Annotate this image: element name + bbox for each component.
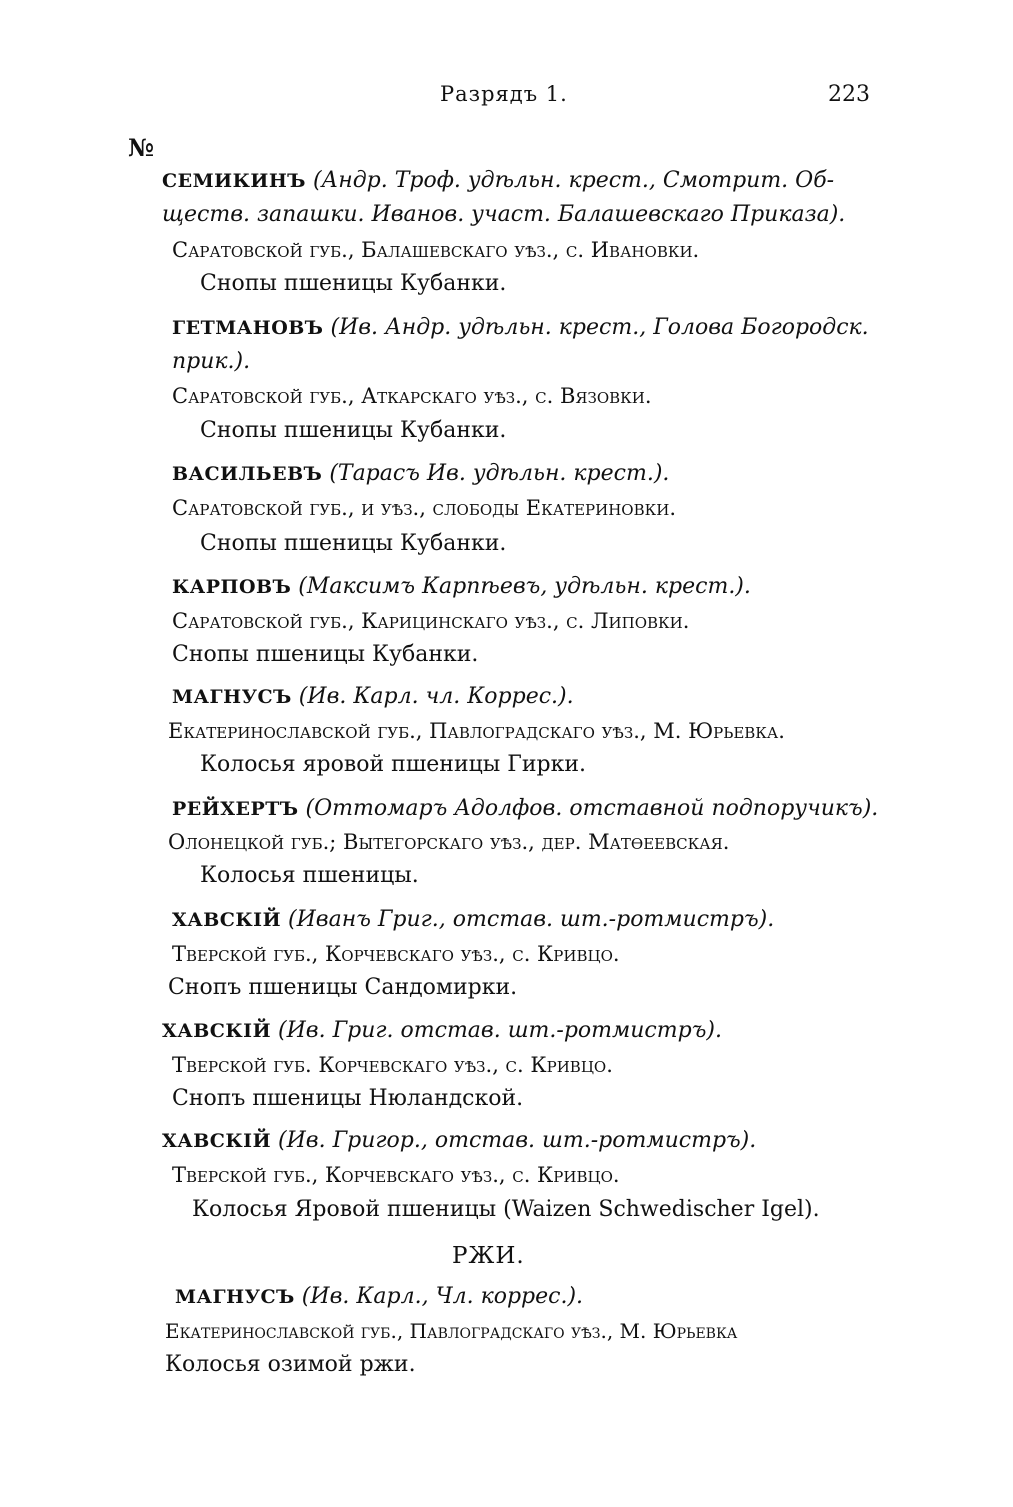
entry-location: Тверской губ. Корчевскаго уѣз., с. Кривцо.: [172, 1053, 613, 1077]
entry-item: Снопъ пшеницы Сандомирки.: [168, 975, 518, 1000]
entry-heading: [172, 573, 751, 601]
entry-description: (Ив. Андр. удѣльн. крест., Голова Богородск.: [330, 315, 869, 340]
entry-description: (Андр. Троф. удѣльн. крест., Смотрит. Об-: [312, 168, 835, 193]
entry-description: (Тарасъ Ив. удѣльн. крест.).: [329, 461, 670, 486]
entry-location: Саратовской губ., Аткарскаго уѣз., с. Вязовки.: [172, 384, 652, 408]
entry-heading: [172, 314, 869, 342]
section-title: РЖИ.: [452, 1243, 525, 1269]
entry-description: (Ив. Карл., Чл. коррес.).: [301, 1284, 584, 1309]
entry-name: ВАСИЛЬЕВЪ: [172, 463, 323, 485]
entry-name: ГЕТМАНОВЪ: [172, 317, 324, 339]
entry-heading: [172, 906, 774, 934]
entry-description: (Оттомаръ Адолфов. отставной подпоручикъ).: [305, 796, 879, 821]
entry-name: ХАВСКІЙ: [172, 909, 282, 931]
entry-item: Колосья озимой ржи.: [165, 1352, 416, 1377]
entry-description: (Ив. Григор., отстав. шт.-ротмистръ).: [278, 1128, 757, 1153]
entry-heading: [172, 683, 574, 711]
entry-name: СЕМИКИНЪ: [162, 170, 306, 192]
entry-heading: [162, 1127, 756, 1155]
entry-heading: [175, 1283, 583, 1311]
entry-location: Олонецкой губ.; Вытегорскаго уѣз., дер. Матѳеевская.: [168, 830, 730, 854]
entry-item: Колосья пшеницы.: [200, 863, 419, 888]
entry-description: (Ив. Карл. чл. Коррес.).: [298, 684, 574, 709]
entry-item: Снопы пшеницы Кубанки.: [200, 271, 507, 296]
entry-location: Екатеринославской губ., Павлоградскаго уѣз., М. Юрьевка.: [168, 719, 785, 743]
entry-heading: [172, 460, 669, 488]
entry-description: (Максимъ Карпѣевъ, удѣльн. крест.).: [298, 574, 751, 599]
entry-item: Снопы пшеницы Кубанки.: [200, 531, 507, 556]
entry-location: Тверской губ., Корчевскаго уѣз., с. Кривцо.: [172, 1163, 620, 1187]
entry-description-continued: прик.).: [172, 349, 251, 374]
entry-description-continued: ществ. запашки. Иванов. участ. Балашевскаго Приказа).: [162, 202, 846, 227]
entry-location: Саратовской губ., Карицинскаго уѣз., с. Липовки.: [172, 609, 690, 633]
entry-name: ХАВСКІЙ: [162, 1130, 272, 1152]
entry-item: Снопъ пшеницы Нюландской.: [172, 1086, 524, 1111]
entry-heading: [172, 795, 878, 823]
entry-item: Снопы пшеницы Кубанки.: [200, 418, 507, 443]
entry-description: (Иванъ Григ., отстав. шт.-ротмистръ).: [288, 907, 775, 932]
entry-name: КАРПОВЪ: [172, 576, 292, 598]
entry-item: Колосья яровой пшеницы Гирки.: [200, 752, 586, 777]
page-header-title: Разрядъ 1.: [440, 82, 568, 106]
entry-name: МАГНУСЪ: [175, 1286, 295, 1308]
entry-location: Саратовской губ., и уѣз., слободы Екатериновки.: [172, 496, 676, 520]
entry-name: ХАВСКІЙ: [162, 1020, 272, 1042]
entry-item: Снопы пшеницы Кубанки.: [172, 642, 479, 667]
entry-item: Колосья Яровой пшеницы (Waizen Schwedischer Igel).: [192, 1197, 820, 1222]
entry-name: МАГНУСЪ: [172, 686, 292, 708]
entry-name: РЕЙХЕРТЪ: [172, 798, 299, 820]
entry-description: (Ив. Григ. отстав. шт.-ротмистръ).: [278, 1018, 722, 1043]
entry-location: Екатеринославской губ., Павлоградскаго уѣз., М. Юрьевка: [165, 1319, 738, 1343]
entry-heading: [162, 167, 834, 195]
entry-heading: [162, 1017, 722, 1045]
entry-location: Тверской губ., Корчевскаго уѣз., с. Кривцо.: [172, 942, 620, 966]
entry-location: Саратовской губ., Балашевскаго уѣз., с. Ивановки.: [172, 238, 700, 262]
numero-sign: №: [128, 133, 155, 162]
page-number: 223: [828, 82, 870, 107]
